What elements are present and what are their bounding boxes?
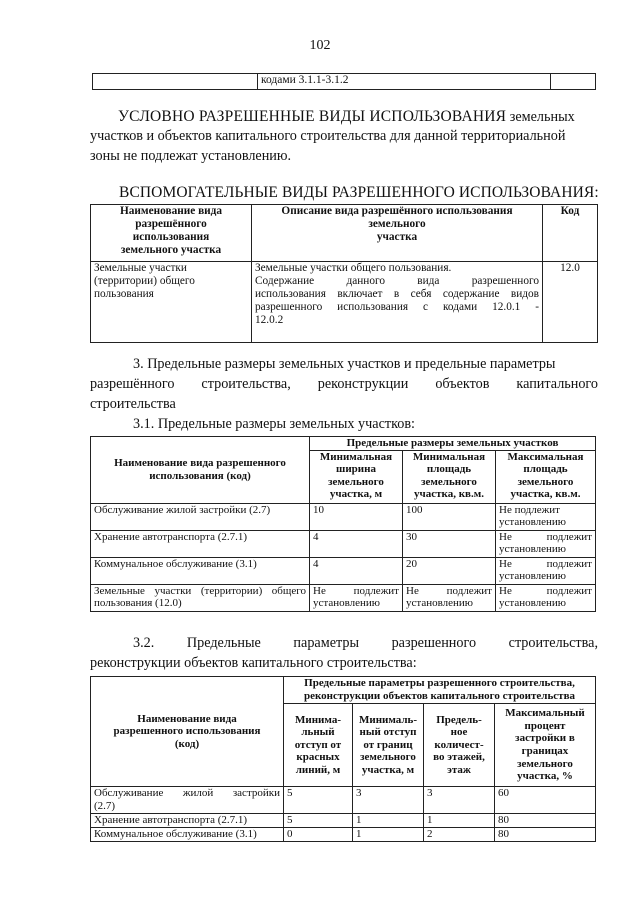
table-row — [91, 262, 598, 343]
table-row — [91, 557, 596, 584]
cell-coverage: 60 — [495, 787, 596, 814]
header-code: Код — [543, 205, 598, 262]
cell-use-description: Земельные участки общего пользования. Содержание данного вида разрешенного использования включает в себя содержание видов разрешенного использования с кодами 12.0.1 - 12.0.2 — [252, 262, 543, 343]
cell-min-area: 20 — [403, 557, 496, 584]
section3-line1: 3. Предельные размеры земельных участков и предельные параметры — [133, 356, 556, 372]
table-row — [91, 787, 596, 814]
auxiliary-uses-table — [90, 204, 598, 343]
header-use-description: Описание вида разрешённого использования земельного участка — [252, 205, 543, 262]
cell-use-name: Хранение автотранспорта (2.7.1) — [91, 530, 310, 557]
cell-min-area: Не подлежит установлению — [403, 584, 496, 611]
header-use-name: Наименование вида разрешённого использования земельного участка — [91, 205, 252, 262]
top-cell-empty-right — [551, 74, 596, 90]
cell-max-area: Не подлежит установлению — [496, 584, 596, 611]
cell-red-line-setback: 0 — [284, 828, 353, 842]
top-cell-codes: кодами 3.1.1-3.1.2 — [258, 74, 551, 90]
cell-coverage: 80 — [495, 828, 596, 842]
header-max-floors: Предель- ное количест- во этажей, этаж — [424, 704, 495, 787]
cell-min-area: 100 — [403, 503, 496, 530]
conditional-uses-line2: участков и объектов капитального строительства для данной территориальной — [90, 128, 566, 144]
cell-max-area: Не подлежит установлению — [496, 503, 596, 530]
cell-floors: 3 — [424, 787, 495, 814]
cell-min-width: 4 — [310, 530, 403, 557]
cell-use-name: Обслуживание жилой застройки (2.7) — [91, 787, 284, 814]
cell-use-name: Хранение автотранспорта (2.7.1) — [91, 814, 284, 828]
header-min-width: Минимальная ширина земельного участка, м — [310, 450, 403, 503]
conditional-uses-line1 — [118, 107, 598, 127]
conditional-uses-lead: УСЛОВНО РАЗРЕШЕННЫЕ ВИДЫ ИСПОЛЬЗОВАНИЯ — [118, 108, 507, 125]
table-header-row — [91, 437, 596, 451]
cell-use-name: Коммунальное обслуживание (3.1) — [91, 828, 284, 842]
cell-boundary-setback: 3 — [353, 787, 424, 814]
header-use-name: Наименование вида разрешенного использования (код) — [91, 437, 310, 504]
section3-line2: разрешённого строительства, реконструкции объектов капитального — [90, 376, 598, 392]
header-group-construction-params: Предельные параметры разрешенного строительства, реконструкции объектов капитального строительства — [284, 677, 596, 704]
land-plot-size-table — [90, 436, 596, 612]
header-min-boundary-setback: Минималь- ный отступ от границ земельного участка, м — [353, 704, 424, 787]
cell-use-name: Коммунальное обслуживание (3.1) — [91, 557, 310, 584]
cell-use-name: Земельные участки (территории) общего пользования — [91, 262, 252, 343]
section32-line2: реконструкции объектов капитального строительства: — [90, 655, 417, 671]
cell-coverage: 80 — [495, 814, 596, 828]
cell-use-name: Земельные участки (территории) общего пользования (12.0) — [91, 584, 310, 611]
cell-max-area: Не подлежит установлению — [496, 530, 596, 557]
cell-min-area: 30 — [403, 530, 496, 557]
header-min-red-line-setback: Минима- льный отступ от красных линий, м — [284, 704, 353, 787]
table-row — [91, 814, 596, 828]
table-row — [91, 584, 596, 611]
header-max-coverage: Максимальный процент застройки в границах земельного участка, % — [495, 704, 596, 787]
cell-boundary-setback: 1 — [353, 814, 424, 828]
cell-red-line-setback: 5 — [284, 787, 353, 814]
table-row — [91, 530, 596, 557]
construction-parameters-table — [90, 676, 596, 842]
cell-min-width: 10 — [310, 503, 403, 530]
conditional-uses-line1-rest: земельных — [506, 109, 575, 125]
section32-line1: 3.2. Предельные параметры разрешенного строительства, — [133, 635, 598, 651]
page-number: 102 — [309, 38, 331, 53]
table-header-row — [91, 205, 598, 262]
table-row — [91, 828, 596, 842]
top-cell-empty-left — [93, 74, 258, 90]
section31-heading: 3.1. Предельные размеры земельных участков: — [133, 416, 415, 432]
auxiliary-uses-heading: ВСПОМОГАТЕЛЬНЫЕ ВИДЫ РАЗРЕШЕННОГО ИСПОЛЬЗОВАНИЯ: — [119, 184, 599, 201]
cell-floors: 2 — [424, 828, 495, 842]
conditional-uses-line3: зоны не подлежат установлению. — [90, 148, 292, 164]
cell-floors: 1 — [424, 814, 495, 828]
cell-max-area: Не подлежит установлению — [496, 557, 596, 584]
header-min-area: Минимальная площадь земельного участка, кв.м. — [403, 450, 496, 503]
cell-min-width: Не подлежит установлению — [310, 584, 403, 611]
header-max-area: Максимальная площадь земельного участка, кв.м. — [496, 450, 596, 503]
table-row — [91, 503, 596, 530]
table-header-row — [91, 677, 596, 704]
header-group-plot-sizes: Предельные размеры земельных участков — [310, 437, 596, 451]
header-use-name: Наименование вида разрешенного использования (код) — [91, 677, 284, 787]
cell-code: 12.0 — [543, 262, 598, 343]
cell-use-name: Обслуживание жилой застройки (2.7) — [91, 503, 310, 530]
continued-table-row — [92, 73, 596, 90]
cell-boundary-setback: 1 — [353, 828, 424, 842]
section3-line3: строительства — [90, 396, 176, 412]
cell-min-width: 4 — [310, 557, 403, 584]
cell-red-line-setback: 5 — [284, 814, 353, 828]
